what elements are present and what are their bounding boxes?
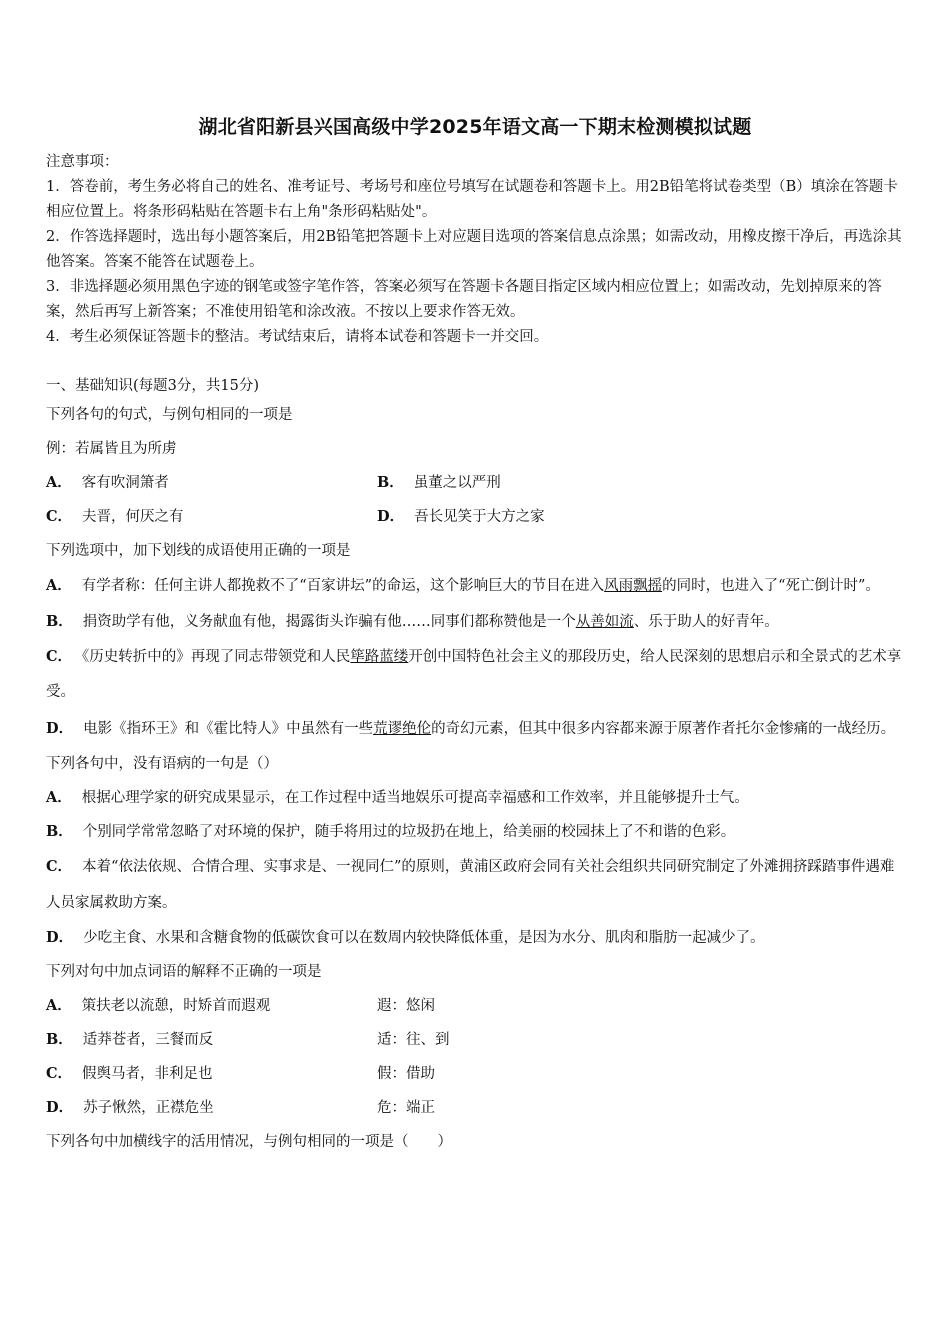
- question-stem: 下列各句的句式，与例句相同的一项是: [46, 407, 293, 423]
- option-label: C．: [46, 1065, 73, 1082]
- option-label: C．: [46, 647, 73, 665]
- option-b: [46, 815, 908, 849]
- underlined-idiom: 荒谬绝伦: [373, 720, 432, 737]
- option-label: C．: [46, 858, 73, 875]
- option-b: [377, 466, 501, 500]
- question-example: 例：若属皆且为所虏: [46, 441, 177, 457]
- option-text: 、乐于助人的好青年。: [633, 613, 779, 630]
- option-c: [46, 1057, 908, 1091]
- option-d: [46, 1091, 908, 1125]
- option-note: 遐：悠闲: [377, 998, 435, 1014]
- option-text: 《历史转折中的》再现了同志带领党和人民: [82, 648, 351, 665]
- notice-item: 2．作答选择题时，选出每小题答案后，用2B铅笔把答题卡上对应题目选项的答案信息点涂黑；如需改动，用橡皮擦干净后，再选涂其他答案。答案不能答在试题卷上。: [46, 229, 902, 270]
- option-c: [46, 849, 908, 921]
- notice-item: 1．答卷前，考生务必将自己的姓名、准考证号、考场号和座位号填写在试题卷和答题卡上。用2B铅笔将试卷类型（B）填涂在答题卡相应位置上。将条形码粘贴在答题卡右上角"条形码粘贴处"。: [46, 179, 898, 220]
- notice-item: 3．非选择题必须用黑色字迹的钢笔或签字笔作答，答案必须写在答题卡各题目指定区域内相应位置上；如需改动，先划掉原来的答案，然后再写上新答案；不准使用铅笔和涂改液。不按以上要求作答无效。: [46, 279, 882, 320]
- underlined-idiom: 从善如流: [575, 613, 634, 630]
- option-a: [46, 989, 908, 1023]
- option-text: 客有吹洞箫者: [81, 475, 169, 491]
- option-label: D．: [377, 508, 405, 525]
- option-text: 夫晋，何厌之有: [82, 509, 184, 525]
- option-text: 少吃主食、水果和含糖食物的低碳饮食可以在数周内较快降低体重，是因为水分、肌肉和脂肪一起减少了。: [83, 930, 765, 946]
- question-stem: 下列各句中加横线字的活用情况，与例句相同的一项是（ ）: [46, 1134, 452, 1150]
- option-row: [46, 500, 908, 534]
- option-label: D．: [46, 929, 74, 946]
- option-text: 虽董之以严刑: [413, 475, 501, 491]
- option-text: 适莽苍者，三餐而反: [82, 1032, 214, 1048]
- underlined-idiom: 筚路蓝缕: [350, 648, 409, 665]
- option-label: A．: [46, 577, 72, 594]
- question-stem: 下列对句中加点词语的解释不正确的一项是: [46, 964, 322, 980]
- option-b: [46, 605, 908, 639]
- option-text: 吾长见笑于大方之家: [414, 509, 545, 525]
- option-a: [46, 781, 908, 815]
- notice-item: 4．考生必须保证答题卡的整洁。考试结束后，请将本试卷和答题卡一并交回。: [46, 329, 549, 345]
- option-row: [46, 466, 908, 500]
- option-c: [46, 500, 377, 534]
- option-label: D．: [46, 719, 74, 737]
- notice-heading: 注意事项：: [46, 154, 119, 170]
- option-text: 个别同学常常忽略了对环境的保护，随手将用过的垃圾扔在地上，给美丽的校园抹上了不和谐的色彩。: [82, 824, 736, 840]
- option-text: 根据心理学家的研究成果显示，在工作过程中适当地娱乐可提高幸福感和工作效率，并且能够提升士气。: [81, 790, 749, 806]
- option-label: B．: [46, 1031, 73, 1048]
- option-label: B．: [377, 474, 404, 491]
- question-stem: 下列各句中，没有语病的一句是（）: [46, 756, 278, 772]
- option-label: A．: [46, 474, 72, 491]
- question-section: [46, 374, 908, 1159]
- option-d: [377, 500, 545, 534]
- option-note: 适：往、到: [377, 1032, 450, 1048]
- option-c: [46, 639, 908, 711]
- option-d: [46, 711, 908, 748]
- option-label: A．: [46, 789, 72, 806]
- question-stem: 下列选项中，加下划线的成语使用正确的一项是: [46, 543, 351, 559]
- page-title: 湖北省阳新县兴国高级中学2025年语文高一下期末检测模拟试题: [198, 116, 752, 138]
- option-b: [46, 1023, 908, 1057]
- option-text: 有学者称：任何主讲人都挽救不了“百家讲坛”的命运，这个影响巨大的节目在进入: [81, 578, 605, 594]
- option-a: [46, 466, 377, 500]
- option-label: C．: [46, 508, 73, 525]
- option-note: 危：端正: [377, 1100, 435, 1116]
- option-label: D．: [46, 1099, 74, 1116]
- option-text: 苏子愀然，正襟危坐: [83, 1100, 214, 1116]
- option-text: 的同时，也进入了“死亡倒计时”。: [662, 578, 880, 594]
- option-label: A．: [46, 997, 72, 1014]
- section-heading: 一、基础知识(每题3分，共15分): [46, 378, 259, 394]
- option-text: 策扶老以流憩，时矫首而遐观: [81, 998, 271, 1014]
- option-text: 捐资助学有他，义务献血有他，揭露街头诈骗有他……同事们都称赞他是一个: [82, 613, 576, 630]
- option-text: 假舆马者，非利足也: [82, 1066, 213, 1082]
- underlined-idiom: 风雨飘摇: [604, 578, 663, 594]
- option-text: 的奇幻元素，但其中很多内容都来源于原著作者托尔金惨痛的一战经历。: [431, 720, 896, 737]
- option-text: 开创中国特色社会主义的那段历史，给人民深刻的思想启示和全景式的艺术享受。: [46, 648, 902, 700]
- option-note: 假：借助: [377, 1066, 435, 1082]
- option-a: [46, 568, 908, 605]
- notice-block: [46, 150, 908, 350]
- option-label: B．: [46, 823, 73, 840]
- option-text: 本着“依法依规、合情合理、实事求是、一视同仁”的原则，黄浦区政府会同有关社会组织共同研究制定了外滩拥挤踩踏事件遇难人员家属救助方案。: [46, 859, 895, 911]
- option-d: [46, 921, 908, 955]
- option-text: 电影《指环王》和《霍比特人》中虽然有一些: [83, 720, 374, 737]
- option-label: B．: [46, 612, 73, 630]
